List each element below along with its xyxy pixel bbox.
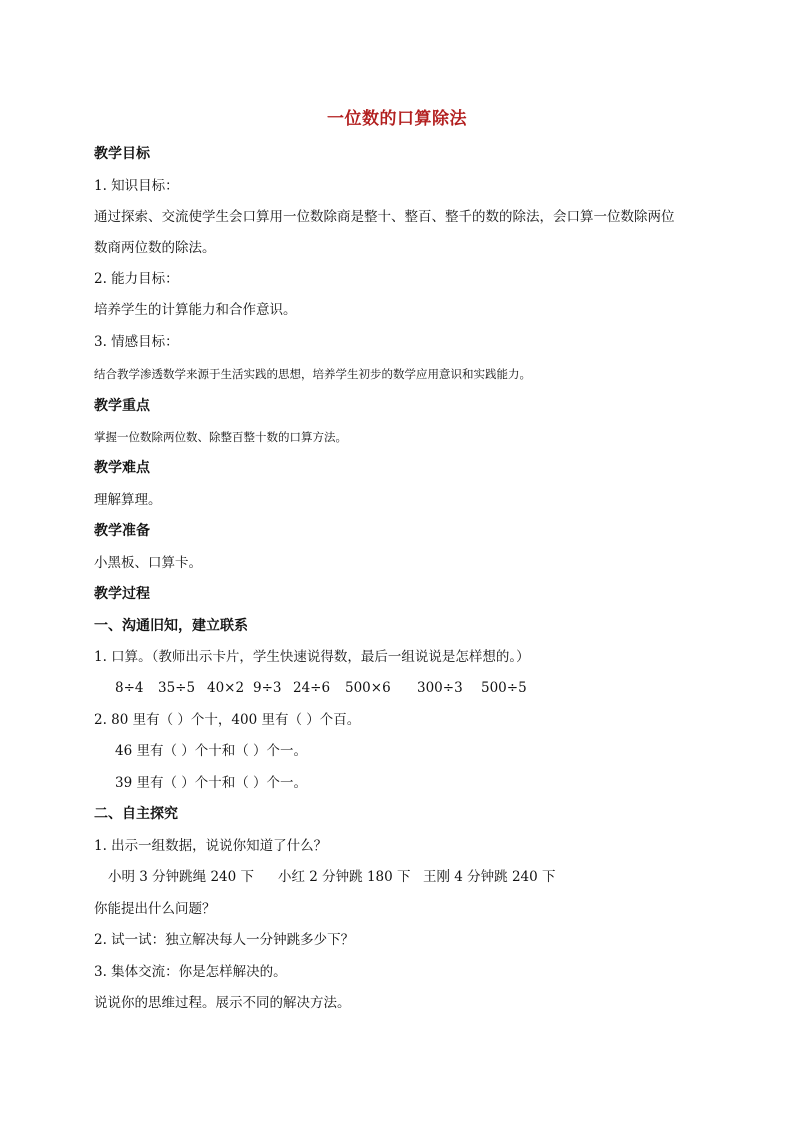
jump-data-item: 小明 3 分钟跳绳 240 下 (108, 869, 255, 885)
difficulty-heading: 教学难点 (94, 460, 150, 476)
difficulty-text: 理解算理。 (94, 492, 162, 508)
goal1-text-line2: 数商两位数的除法。 (94, 240, 216, 256)
p1-item2-b: 46 里有（ ）个十和（ ）个一。 (115, 743, 308, 759)
calc-list (115, 678, 541, 698)
jump-data-item: 小红 2 分钟跳 180 下 (278, 869, 411, 885)
calc-item: 9÷3 (253, 680, 282, 696)
p1-item2: 2. 80 里有（ ）个十，400 里有（ ）个百。 (94, 712, 361, 728)
prep-text: 小黑板、口算卡。 (94, 555, 202, 571)
p2-item3: 3. 集体交流：你是怎样解决的。 (94, 964, 287, 980)
goal3-label: 3. 情感目标： (94, 334, 179, 350)
calc-item: 300÷3 (417, 680, 463, 696)
goal2-text: 培养学生的计算能力和合作意识。 (94, 302, 297, 318)
goal1-label: 1. 知识目标： (94, 178, 179, 194)
goals-heading: 教学目标 (94, 146, 150, 162)
jump-data-item: 王刚 4 分钟跳 240 下 (423, 869, 556, 885)
jump-data-list (108, 867, 573, 887)
calc-item: 35÷5 (158, 680, 196, 696)
part1-heading: 一、沟通旧知，建立联系 (94, 618, 248, 634)
p1-item1: 1. 口算。（教师出示卡片，学生快速说得数，最后一组说说是怎样想的。） (94, 649, 530, 665)
calc-item: 500÷5 (481, 680, 527, 696)
goal1-text-line1: 通过探索、交流使学生会口算用一位数除商是整十、整百、整千的数的除法，会口算一位数除两位 (94, 209, 675, 225)
p2-item2: 2. 试一试：独立解决每人一分钟跳多少下？ (94, 932, 355, 948)
calc-item: 500×6 (345, 680, 391, 696)
process-heading: 教学过程 (94, 586, 150, 602)
p1-item2-c: 39 里有（ ）个十和（ ）个一。 (115, 775, 308, 791)
part2-heading: 二、自主探究 (94, 806, 178, 822)
key-heading: 教学重点 (94, 398, 150, 414)
calc-item: 24÷6 (293, 680, 331, 696)
p2-item1: 1. 出示一组数据，说说你知道了什么？ (94, 838, 328, 854)
goal2-label: 2. 能力目标： (94, 271, 179, 287)
p2-last: 说说你的思维过程。展示不同的解决方法。 (94, 995, 351, 1011)
page-title: 一位数的口算除法 (327, 109, 467, 129)
calc-item: 8÷4 (115, 680, 144, 696)
key-text: 掌握一位数除两位数、除整百整十数的口算方法。 (94, 430, 347, 444)
prep-heading: 教学准备 (94, 523, 150, 539)
calc-item: 40×2 (207, 680, 245, 696)
p2-question: 你能提出什么问题？ (94, 901, 216, 917)
goal3-text: 结合教学渗透数学来源于生活实践的思想，培养学生初步的数学应用意识和实践能力。 (94, 367, 531, 381)
